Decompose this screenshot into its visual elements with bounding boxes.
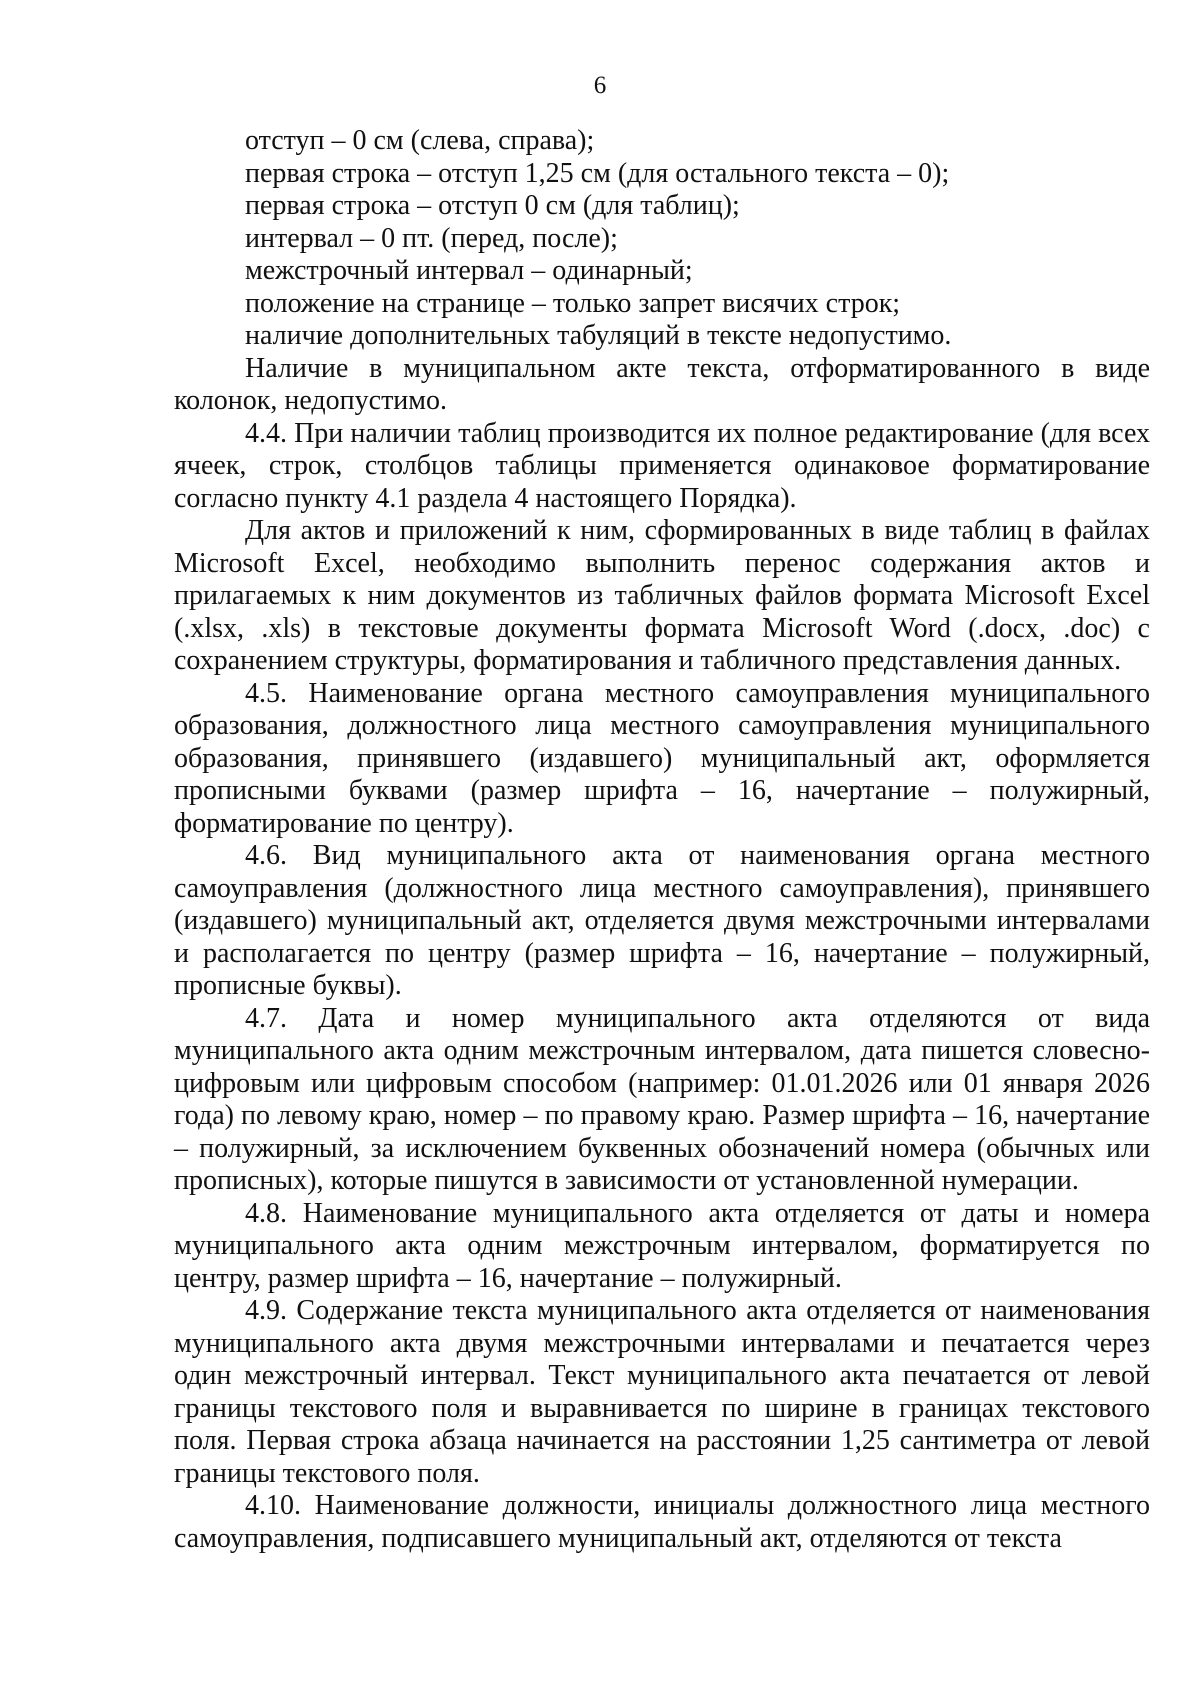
paragraph-4-6: 4.6. Вид муниципального акта от наименования органа местного самоуправления (должностного лица местного самоуправления), принявшего (издавшего) муниципальный акт, отделяется двумя межстрочными интервалами и располагается по центру (размер шрифта – 16, начертание – полужирный, прописные буквы).: [174, 840, 1150, 1001]
format-list-item: положение на странице – только запрет висячих строк;: [245, 287, 901, 319]
format-list-item: наличие дополнительных табуляций в тексте недопустимо.: [245, 320, 952, 351]
format-list-item: межстрочный интервал – одинарный;: [245, 255, 693, 286]
paragraph-4-4: 4.4. При наличии таблиц производится их полное редактирование (для всех ячеек, строк, столбцов таблицы применяется одинаковое форматирование согласно пункту 4.1 раздела 4 настоящего Порядка).: [174, 417, 1150, 514]
document-body: [174, 125, 1150, 1555]
format-list-item: отступ – 0 см (слева, справа);: [245, 125, 595, 156]
paragraph-4-10: 4.10. Наименование должности, инициалы должностного лица местного самоуправления, подписавшего муниципальный акт, отделяются от текста: [174, 1490, 1150, 1554]
format-list-item: первая строка – отступ 0 см (для таблиц);: [245, 190, 740, 221]
format-list-item: интервал – 0 пт. (перед, после);: [245, 222, 618, 254]
page-number: 6: [593, 72, 607, 99]
paragraph-excel-note: Для актов и приложений к ним, сформированных в виде таблиц в файлах Microsoft Excel, необходимо выполнить перенос содержания актов и прилагаемых к ним документов из табличных файлов формата Microsoft Excel (.xlsx, .xls) в текстовые документы формата Microsoft Word (.docx, .doc) с сохранением структуры, форматирования и табличного представления данных.: [174, 515, 1150, 676]
paragraph-4-8: 4.8. Наименование муниципального акта отделяется от даты и номера муниципального акта одним межстрочным интервалом, форматируется по центру, размер шрифта – 16, начертание – полужирный.: [174, 1197, 1150, 1294]
paragraph-4-9: 4.9. Содержание текста муниципального акта отделяется от наименования муниципального акта двумя межстрочными интервалами и печатается через один межстрочный интервал. Текст муниципального акта печатается от левой границы текстового поля и выравнивается по ширине в границах текстового поля. Первая строка абзаца начинается на расстоянии 1,25 сантиметра от левой границы текстового поля.: [174, 1295, 1150, 1489]
paragraph-columns-note: Наличие в муниципальном акте текста, отформатированного в виде колонок, недопустимо.: [174, 352, 1150, 416]
format-list-item: первая строка – отступ 1,25 см (для остального текста – 0);: [245, 157, 950, 189]
paragraph-4-7: 4.7. Дата и номер муниципального акта отделяются от вида муниципального акта одним межстрочным интервалом, дата пишется словесно-цифровым или цифровым способом (например: 01.01.2026 или 01 января 2026 года) по левому краю, номер – по правому краю. Размер шрифта – 16, начертание – полужирный, за исключением буквенных обозначений номера (обычных или прописных), которые пишутся в зависимости от установленной нумерации.: [174, 1002, 1150, 1196]
paragraph-4-5: 4.5. Наименование органа местного самоуправления муниципального образования, должностного лица местного самоуправления муниципального образования, принявшего (издавшего) муниципальный акт, оформляется прописными буквами (размер шрифта – 16, начертание – полужирный, форматирование по центру).: [174, 677, 1150, 839]
